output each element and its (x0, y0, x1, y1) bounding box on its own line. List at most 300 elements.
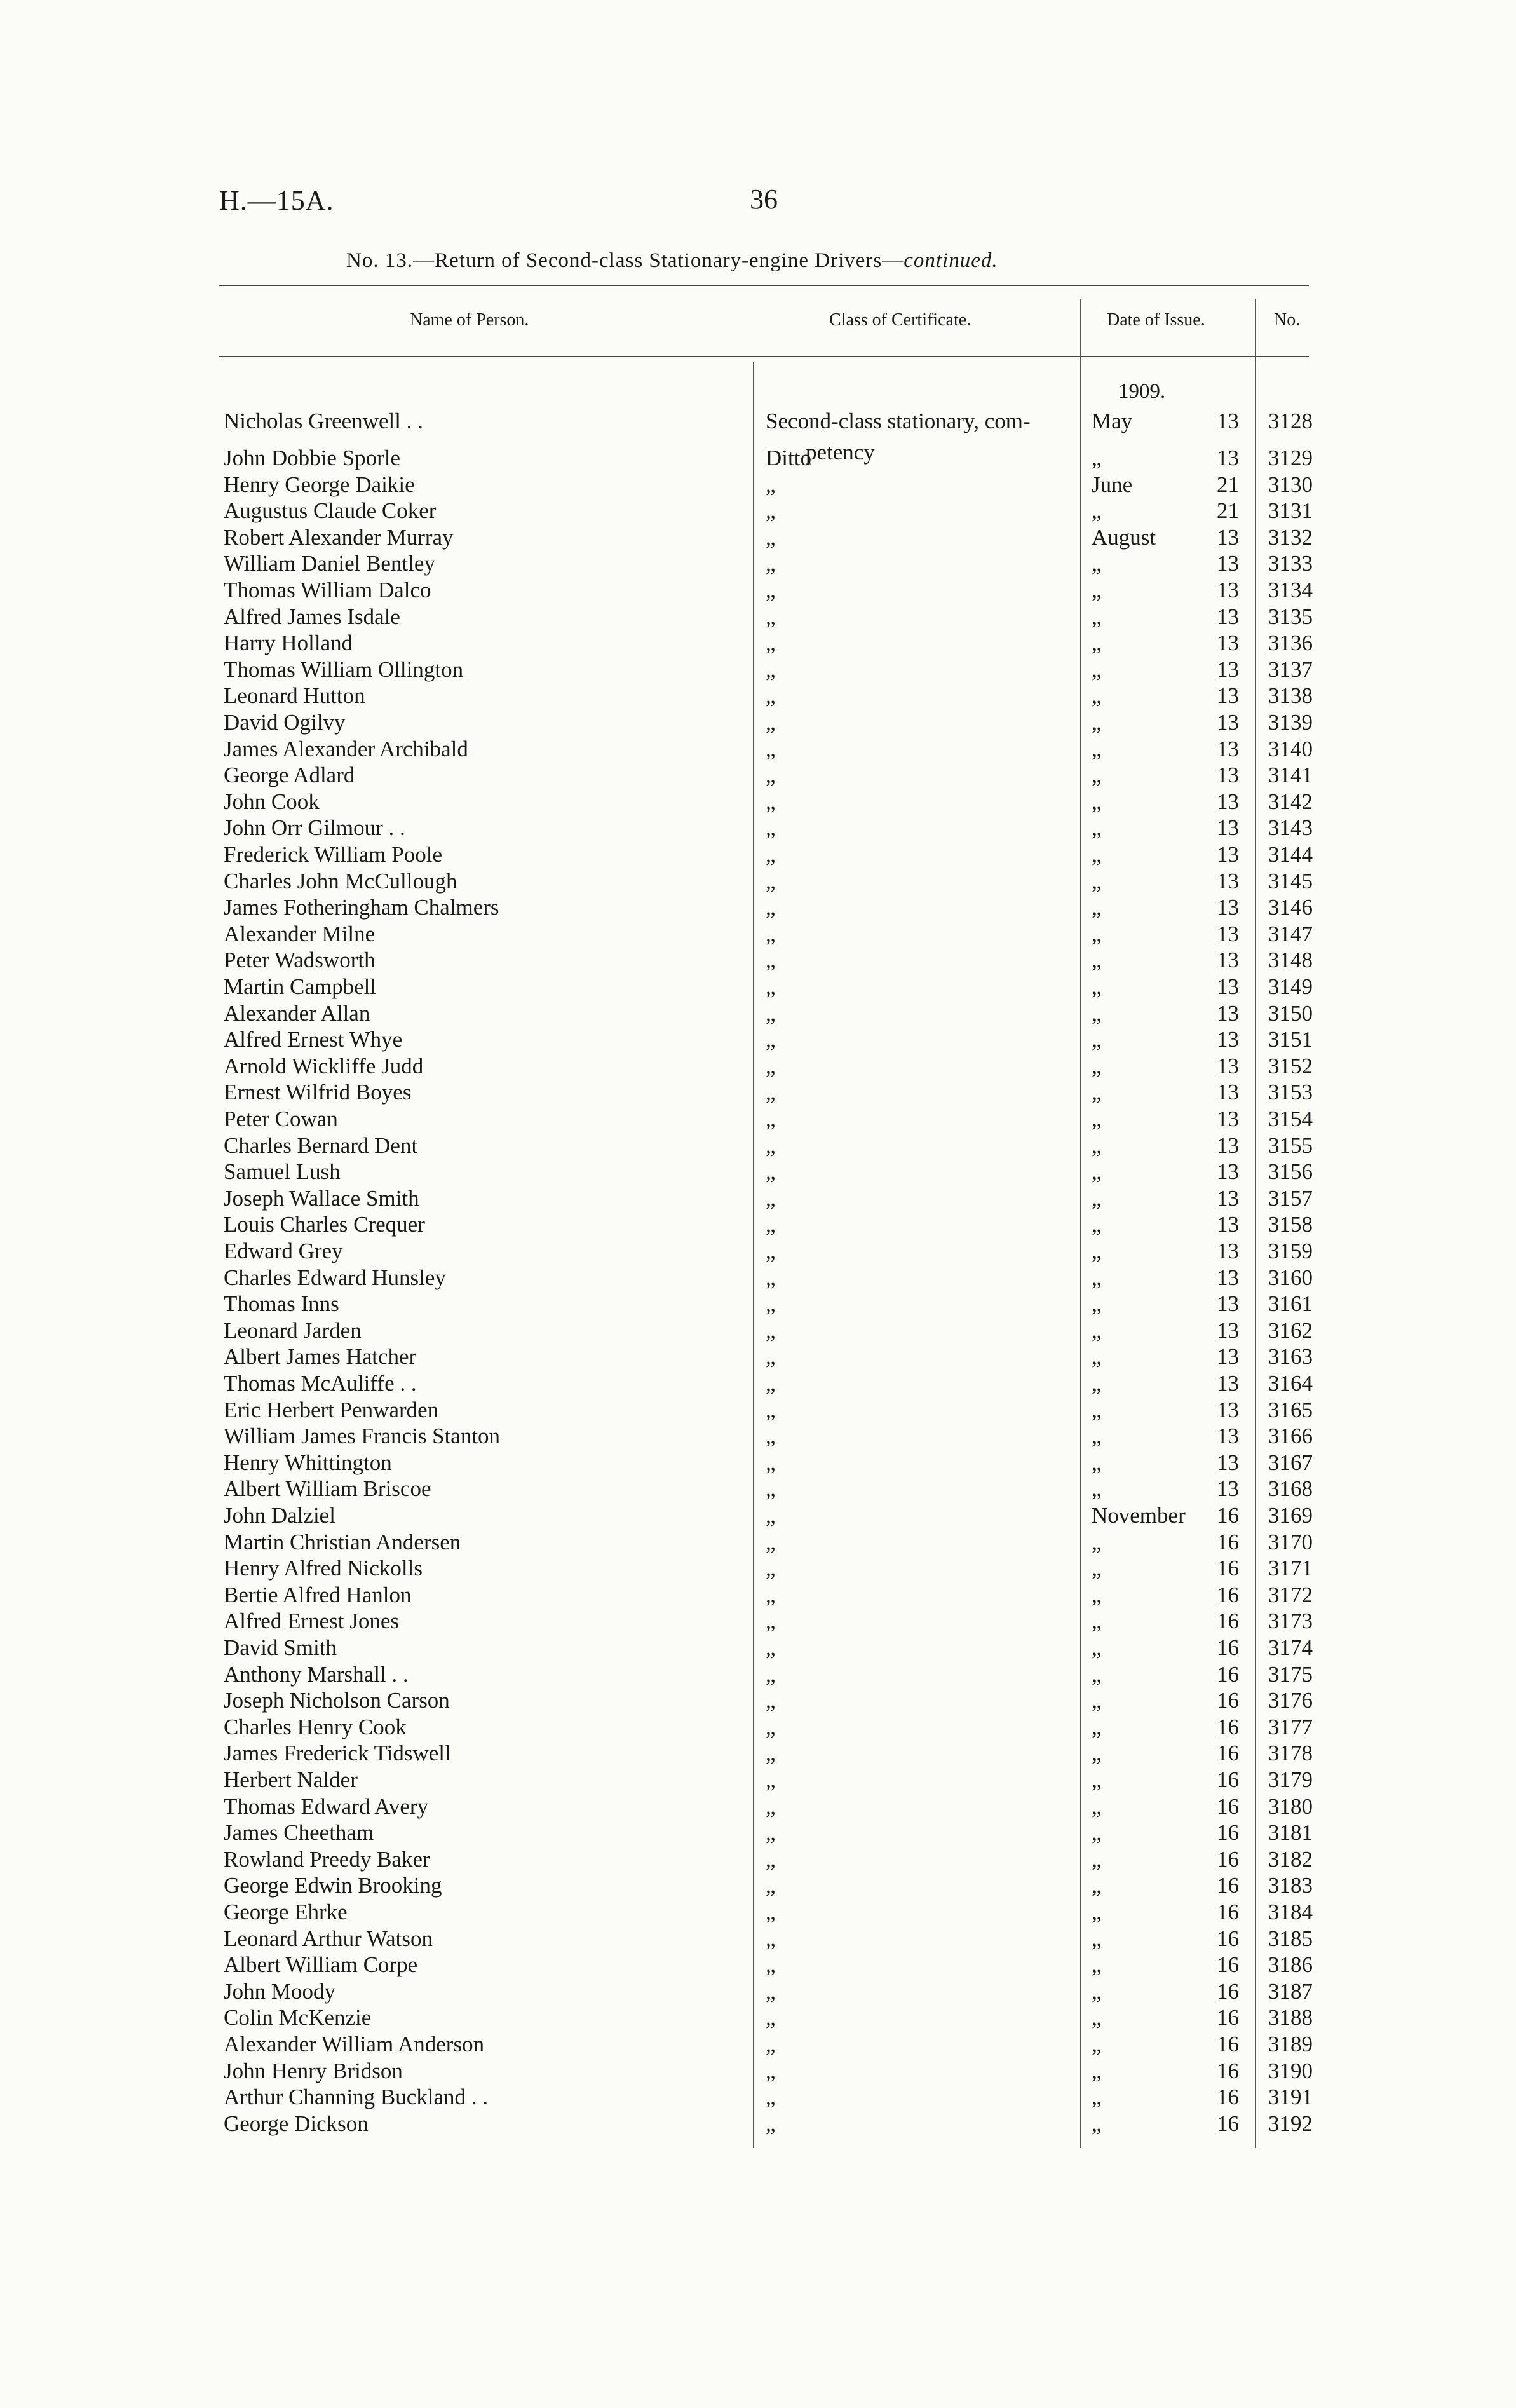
certificate-class: „ (766, 1582, 776, 1607)
issue-month: „ (1092, 1053, 1102, 1078)
person-name: Louis Charles Crequer (224, 1212, 425, 1237)
issue-day: 16 (1217, 1767, 1239, 1792)
certificate-number: 3175 (1268, 1661, 1313, 1687)
issue-day: 16 (1217, 1556, 1239, 1581)
person-name: Frederick William Poole (224, 842, 442, 867)
issue-day: 13 (1217, 1424, 1239, 1449)
issue-month: „ (1092, 842, 1102, 867)
table-row (0, 1133, 1516, 1159)
issue-day: 13 (1217, 815, 1239, 841)
certificate-class: „ (766, 2111, 776, 2136)
issue-month: „ (1092, 1635, 1102, 1660)
certificate-class: „ (766, 1317, 776, 1343)
person-name: Leonard Arthur Watson (224, 1926, 433, 1951)
issue-day: 16 (1217, 1926, 1239, 1951)
certificate-class: „ (766, 551, 776, 576)
person-name: Thomas Edward Avery (224, 1793, 429, 1819)
certificate-number: 3160 (1268, 1265, 1313, 1290)
person-name: Joseph Wallace Smith (224, 1185, 419, 1211)
person-name: Alfred Ernest Jones (224, 1609, 400, 1634)
table-row (0, 815, 1516, 841)
table-row (0, 2084, 1516, 2111)
certificate-number: 3134 (1268, 578, 1313, 602)
certificate-class: Ditto (766, 446, 811, 470)
issue-month: „ (1092, 921, 1102, 946)
certificate-number: 3164 (1268, 1371, 1313, 1396)
issue-day: 16 (1217, 1741, 1239, 1766)
certificate-class: „ (766, 1185, 776, 1211)
table-row (0, 1343, 1516, 1370)
certificate-number: 3181 (1268, 1820, 1313, 1846)
issue-day: 13 (1217, 1239, 1239, 1263)
certificate-number: 3144 (1268, 842, 1313, 867)
certificate-number: 3179 (1268, 1767, 1313, 1792)
certificate-number: 3131 (1268, 498, 1313, 524)
issue-day: 13 (1217, 1265, 1239, 1290)
issue-day: 13 (1217, 1000, 1239, 1026)
person-name: Alexander Allan (224, 1000, 370, 1026)
issue-day: 13 (1217, 736, 1239, 761)
issue-month: „ (1092, 1741, 1102, 1766)
table-row (0, 550, 1516, 577)
certificate-number: 3154 (1268, 1106, 1313, 1131)
certificate-class: „ (766, 1820, 776, 1846)
certificate-number: 3192 (1268, 2111, 1313, 2136)
certificate-number: 3176 (1268, 1688, 1313, 1713)
issue-day: 16 (1217, 2058, 1239, 2083)
certificate-number: 3155 (1268, 1133, 1313, 1158)
person-name: George Adlard (224, 763, 355, 788)
certificate-number: 3180 (1268, 1793, 1313, 1819)
table-row (0, 1370, 1516, 1397)
table-row (0, 472, 1516, 498)
issue-day: 16 (1217, 2005, 1239, 2030)
table-row (0, 1211, 1516, 1238)
issue-month: „ (1092, 1159, 1102, 1185)
person-name: John Moody (224, 1978, 335, 2004)
header-rule-bottom (219, 356, 1309, 357)
table-row (0, 1661, 1516, 1688)
document-ref: H.—15A. (219, 185, 334, 216)
issue-day: 13 (1217, 1159, 1239, 1185)
issue-month: „ (1092, 630, 1102, 656)
table-row (0, 498, 1516, 524)
person-name: Thomas William Ollington (224, 656, 464, 682)
issue-month: „ (1092, 789, 1102, 814)
issue-month: „ (1092, 974, 1102, 999)
certificate-number: 3142 (1268, 789, 1313, 814)
table-row (0, 1820, 1516, 1846)
issue-month: „ (1092, 1476, 1102, 1502)
person-name: Martin Christian Andersen (224, 1529, 461, 1554)
certificate-number: 3161 (1268, 1291, 1313, 1317)
certificate-number: 3136 (1268, 630, 1313, 656)
person-name: Charles John McCullough (224, 868, 457, 894)
certificate-number: 3157 (1268, 1185, 1313, 1211)
issue-day: 13 (1217, 1027, 1239, 1052)
table-row (0, 841, 1516, 868)
certificate-number: 3168 (1268, 1476, 1313, 1502)
class-continuation: petency (806, 440, 875, 465)
issue-month: June (1092, 472, 1133, 497)
person-name: Rowland Preedy Baker (224, 1846, 430, 1872)
issue-month: „ (1092, 1926, 1102, 1951)
year-label: 1909. (1118, 380, 1166, 403)
certificate-number: 3174 (1268, 1635, 1313, 1660)
issue-month: „ (1092, 2058, 1102, 2083)
issue-month: „ (1092, 1000, 1102, 1026)
table-row (0, 1899, 1516, 1926)
header-rule-top (219, 285, 1309, 286)
certificate-class: „ (766, 1291, 776, 1317)
issue-month: „ (1092, 1793, 1102, 1819)
person-name: Thomas McAuliffe . . (224, 1371, 417, 1396)
certificate-number: 3172 (1268, 1582, 1313, 1607)
table-row (0, 1159, 1516, 1185)
certificate-class: „ (766, 683, 776, 709)
certificate-number: 3137 (1268, 656, 1313, 682)
issue-month: „ (1092, 1291, 1102, 1317)
issue-day: 13 (1217, 1317, 1239, 1343)
issue-day: 13 (1217, 1291, 1239, 1317)
certificate-class: „ (766, 1978, 776, 2004)
certificate-class: „ (766, 1503, 776, 1528)
person-name: David Ogilvy (224, 710, 346, 735)
issue-month: „ (1092, 2085, 1102, 2110)
issue-day: 13 (1217, 1476, 1239, 1502)
issue-day: 16 (1217, 1688, 1239, 1713)
table-row (0, 2031, 1516, 2058)
table-row (0, 683, 1516, 709)
certificate-class: „ (766, 948, 776, 973)
issue-day: 13 (1217, 710, 1239, 735)
table-row (0, 1397, 1516, 1424)
issue-month: „ (1092, 2032, 1102, 2057)
certificate-number: 3150 (1268, 1000, 1313, 1026)
table-title (346, 249, 998, 273)
certificate-number: 3158 (1268, 1212, 1313, 1237)
issue-month: „ (1092, 1900, 1102, 1924)
person-name: George Dickson (224, 2111, 369, 2136)
issue-day: 13 (1217, 1450, 1239, 1475)
certificate-class: „ (766, 578, 776, 602)
certificate-number: 3151 (1268, 1027, 1313, 1052)
certificate-class: „ (766, 1053, 776, 1078)
issue-day: 13 (1217, 1133, 1239, 1158)
person-name: Charles Edward Hunsley (224, 1265, 446, 1290)
issue-month: „ (1092, 1661, 1102, 1687)
table-row (0, 1926, 1516, 1952)
issue-month: „ (1092, 1450, 1102, 1475)
issue-day: 13 (1217, 1185, 1239, 1211)
certificate-class: „ (766, 630, 776, 656)
issue-month: „ (1092, 1027, 1102, 1052)
person-name: Colin McKenzie (224, 2005, 372, 2030)
issue-day: 16 (1217, 1582, 1239, 1607)
person-name: John Orr Gilmour . . (224, 815, 405, 841)
issue-day: 13 (1217, 1371, 1239, 1396)
certificate-number: 3139 (1268, 710, 1313, 735)
issue-day: 21 (1217, 498, 1239, 524)
person-name: Leonard Hutton (224, 683, 365, 709)
issue-day: 16 (1217, 1503, 1239, 1528)
certificate-number: 3169 (1268, 1503, 1313, 1528)
certificate-number: 3170 (1268, 1529, 1313, 1554)
table-row (0, 1767, 1516, 1793)
issue-day: 16 (1217, 1873, 1239, 1898)
table-row (0, 789, 1516, 815)
table-row (0, 1846, 1516, 1873)
person-name: Thomas William Dalco (224, 578, 431, 602)
issue-month: „ (1092, 948, 1102, 973)
issue-day: 16 (1217, 1900, 1239, 1924)
issue-month: „ (1092, 815, 1102, 841)
issue-day: 13 (1217, 630, 1239, 656)
table-row (0, 947, 1516, 974)
certificate-number: 3166 (1268, 1424, 1313, 1449)
title-continued: continued. (904, 249, 998, 272)
issue-month: „ (1092, 2111, 1102, 2136)
person-name: Peter Wadsworth (224, 948, 376, 973)
certificate-number: 3148 (1268, 948, 1313, 973)
issue-month: „ (1092, 1873, 1102, 1898)
issue-month: „ (1092, 763, 1102, 788)
certificate-number: 3189 (1268, 2032, 1313, 2057)
certificate-class: „ (766, 1344, 776, 1370)
certificate-number: 3184 (1268, 1900, 1313, 1924)
person-name: Alfred Ernest Whye (224, 1027, 403, 1052)
issue-month: „ (1092, 710, 1102, 735)
issue-month: „ (1092, 1185, 1102, 1211)
issue-month: „ (1092, 895, 1102, 920)
issue-day: 16 (1217, 1661, 1239, 1687)
issue-month: „ (1092, 1080, 1102, 1105)
issue-month: „ (1092, 604, 1102, 629)
certificate-class: „ (766, 604, 776, 629)
table-row (0, 974, 1516, 1000)
table-row (0, 1423, 1516, 1450)
person-name: Samuel Lush (224, 1159, 341, 1185)
issue-day: 13 (1217, 524, 1239, 550)
issue-day: 13 (1217, 763, 1239, 788)
certificate-class: „ (766, 1793, 776, 1819)
table-row (0, 1106, 1516, 1133)
certificate-class: „ (766, 1714, 776, 1739)
issue-month: „ (1092, 498, 1102, 524)
certificate-class: „ (766, 1556, 776, 1581)
certificate-number: 3147 (1268, 921, 1313, 946)
person-name: Bertie Alfred Hanlon (224, 1582, 412, 1607)
certificate-class: „ (766, 1741, 776, 1766)
certificate-class: „ (766, 1952, 776, 1978)
certificate-class: „ (766, 1159, 776, 1185)
issue-day: 13 (1217, 1053, 1239, 1078)
certificate-number: 3129 (1268, 446, 1313, 470)
person-name: Henry Alfred Nickolls (224, 1556, 423, 1581)
table-row (0, 2111, 1516, 2137)
issue-month: „ (1092, 1265, 1102, 1290)
issue-month: „ (1092, 1344, 1102, 1370)
issue-month: „ (1092, 1397, 1102, 1422)
issue-day: 16 (1217, 1793, 1239, 1819)
table-row (0, 524, 1516, 551)
person-name: Anthony Marshall . . (224, 1661, 409, 1687)
person-name: Charles Henry Cook (224, 1714, 407, 1739)
issue-day: 16 (1217, 1846, 1239, 1872)
certificate-number: 3145 (1268, 868, 1313, 894)
issue-month: „ (1092, 1106, 1102, 1131)
person-name: Joseph Nicholson Carson (224, 1688, 450, 1713)
col-header-no: No. (1274, 310, 1301, 330)
certificate-class: „ (766, 472, 776, 497)
certificate-number: 3128 (1268, 409, 1313, 433)
certificate-number: 3187 (1268, 1978, 1313, 2004)
certificate-class: „ (766, 736, 776, 761)
person-name: Edward Grey (224, 1239, 343, 1263)
certificate-number: 3191 (1268, 2085, 1313, 2110)
certificate-class: „ (766, 868, 776, 894)
issue-month: „ (1092, 1239, 1102, 1263)
issue-day: 16 (1217, 1978, 1239, 2004)
person-name: Alexander William Anderson (224, 2032, 485, 2057)
person-name: George Edwin Brooking (224, 1873, 442, 1898)
table-row (0, 1582, 1516, 1609)
certificate-number: 3132 (1268, 524, 1313, 550)
certificate-class: „ (766, 1873, 776, 1898)
certificate-number: 3186 (1268, 1952, 1313, 1978)
person-name: Alexander Milne (224, 921, 376, 946)
table-row (0, 1978, 1516, 2005)
certificate-number: 3185 (1268, 1926, 1313, 1951)
certificate-class: „ (766, 1027, 776, 1052)
table-row (0, 1450, 1516, 1476)
issue-month: May (1092, 409, 1133, 433)
issue-month: „ (1092, 551, 1102, 576)
person-name: David Smith (224, 1635, 337, 1660)
certificate-class: „ (766, 1239, 776, 1263)
table-row (0, 1502, 1516, 1529)
certificate-class: „ (766, 2032, 776, 2057)
issue-day: 13 (1217, 868, 1239, 894)
certificate-number: 3183 (1268, 1873, 1313, 1898)
certificate-class: „ (766, 524, 776, 550)
certificate-class: „ (766, 763, 776, 788)
certificate-class: „ (766, 1133, 776, 1158)
table-row (0, 1265, 1516, 1291)
issue-month: „ (1092, 683, 1102, 709)
certificate-class: „ (766, 1635, 776, 1660)
issue-day: 16 (1217, 1820, 1239, 1846)
table-row (0, 1555, 1516, 1582)
table-row (0, 1872, 1516, 1899)
table-row (0, 762, 1516, 789)
table-row (0, 445, 1516, 472)
certificate-number: 3178 (1268, 1741, 1313, 1766)
issue-day: 16 (1217, 1952, 1239, 1978)
issue-day: 13 (1217, 656, 1239, 682)
person-name: John Dobbie Sporle (224, 446, 401, 470)
issue-month: „ (1092, 578, 1102, 602)
certificate-class: „ (766, 1609, 776, 1634)
certificate-number: 3167 (1268, 1450, 1313, 1475)
issue-month: „ (1092, 1714, 1102, 1739)
table-row (0, 1793, 1516, 1820)
table-row (0, 894, 1516, 921)
certificate-number: 3162 (1268, 1317, 1313, 1343)
table-row (0, 736, 1516, 763)
person-name: Henry George Daikie (224, 472, 415, 497)
certificate-class: Second-class stationary, com- (766, 409, 1031, 433)
certificate-class: „ (766, 1424, 776, 1449)
table-row (0, 1608, 1516, 1635)
table-row (0, 1740, 1516, 1767)
person-name: James Cheetham (224, 1820, 374, 1846)
issue-day: 13 (1217, 446, 1239, 470)
issue-day: 13 (1217, 1344, 1239, 1370)
certificate-class: „ (766, 895, 776, 920)
certificate-class: „ (766, 1926, 776, 1951)
issue-day: 13 (1217, 578, 1239, 602)
certificate-class: „ (766, 1106, 776, 1131)
issue-day: 16 (1217, 1529, 1239, 1554)
issue-month: „ (1092, 1688, 1102, 1713)
person-name: Nicholas Greenwell . . (224, 409, 423, 433)
issue-day: 16 (1217, 1609, 1239, 1634)
certificate-class: „ (766, 656, 776, 682)
person-name: Augustus Claude Coker (224, 498, 437, 524)
issue-day: 13 (1217, 895, 1239, 920)
issue-month: „ (1092, 1371, 1102, 1396)
certificate-class: „ (766, 710, 776, 735)
certificate-class: „ (766, 842, 776, 867)
issue-day: 13 (1217, 948, 1239, 973)
person-name: John Dalziel (224, 1503, 335, 1528)
col-header-date: Date of Issue. (1107, 310, 1205, 330)
col-header-name: Name of Person. (410, 310, 529, 330)
person-name: Herbert Nalder (224, 1767, 358, 1792)
issue-day: 13 (1217, 974, 1239, 999)
person-name: Martin Campbell (224, 974, 377, 999)
table-row (0, 1476, 1516, 1502)
issue-month: „ (1092, 1529, 1102, 1554)
table-row (0, 1687, 1516, 1714)
person-name: Leonard Jarden (224, 1317, 362, 1343)
certificate-class: „ (766, 1900, 776, 1924)
issue-day: 13 (1217, 683, 1239, 709)
table-row (0, 921, 1516, 948)
issue-month: „ (1092, 1212, 1102, 1237)
issue-month: „ (1092, 868, 1102, 894)
table-row (0, 1079, 1516, 1106)
issue-day: 13 (1217, 409, 1239, 433)
table-row (0, 2058, 1516, 2085)
issue-day: 13 (1217, 789, 1239, 814)
title-main: No. 13.—Return of Second-class Stationary-engine Drivers— (346, 249, 904, 272)
issue-month: August (1092, 524, 1156, 550)
certificate-class: „ (766, 815, 776, 841)
certificate-number: 3182 (1268, 1846, 1313, 1872)
certificate-number: 3130 (1268, 472, 1313, 497)
certificate-class: „ (766, 789, 776, 814)
person-name: Robert Alexander Murray (224, 524, 454, 550)
table-row (0, 1026, 1516, 1053)
issue-day: 13 (1217, 842, 1239, 867)
issue-month: „ (1092, 1556, 1102, 1581)
certificate-number: 3152 (1268, 1053, 1313, 1078)
issue-month: „ (1092, 1952, 1102, 1978)
certificate-class: „ (766, 2005, 776, 2030)
issue-day: 16 (1217, 1635, 1239, 1660)
